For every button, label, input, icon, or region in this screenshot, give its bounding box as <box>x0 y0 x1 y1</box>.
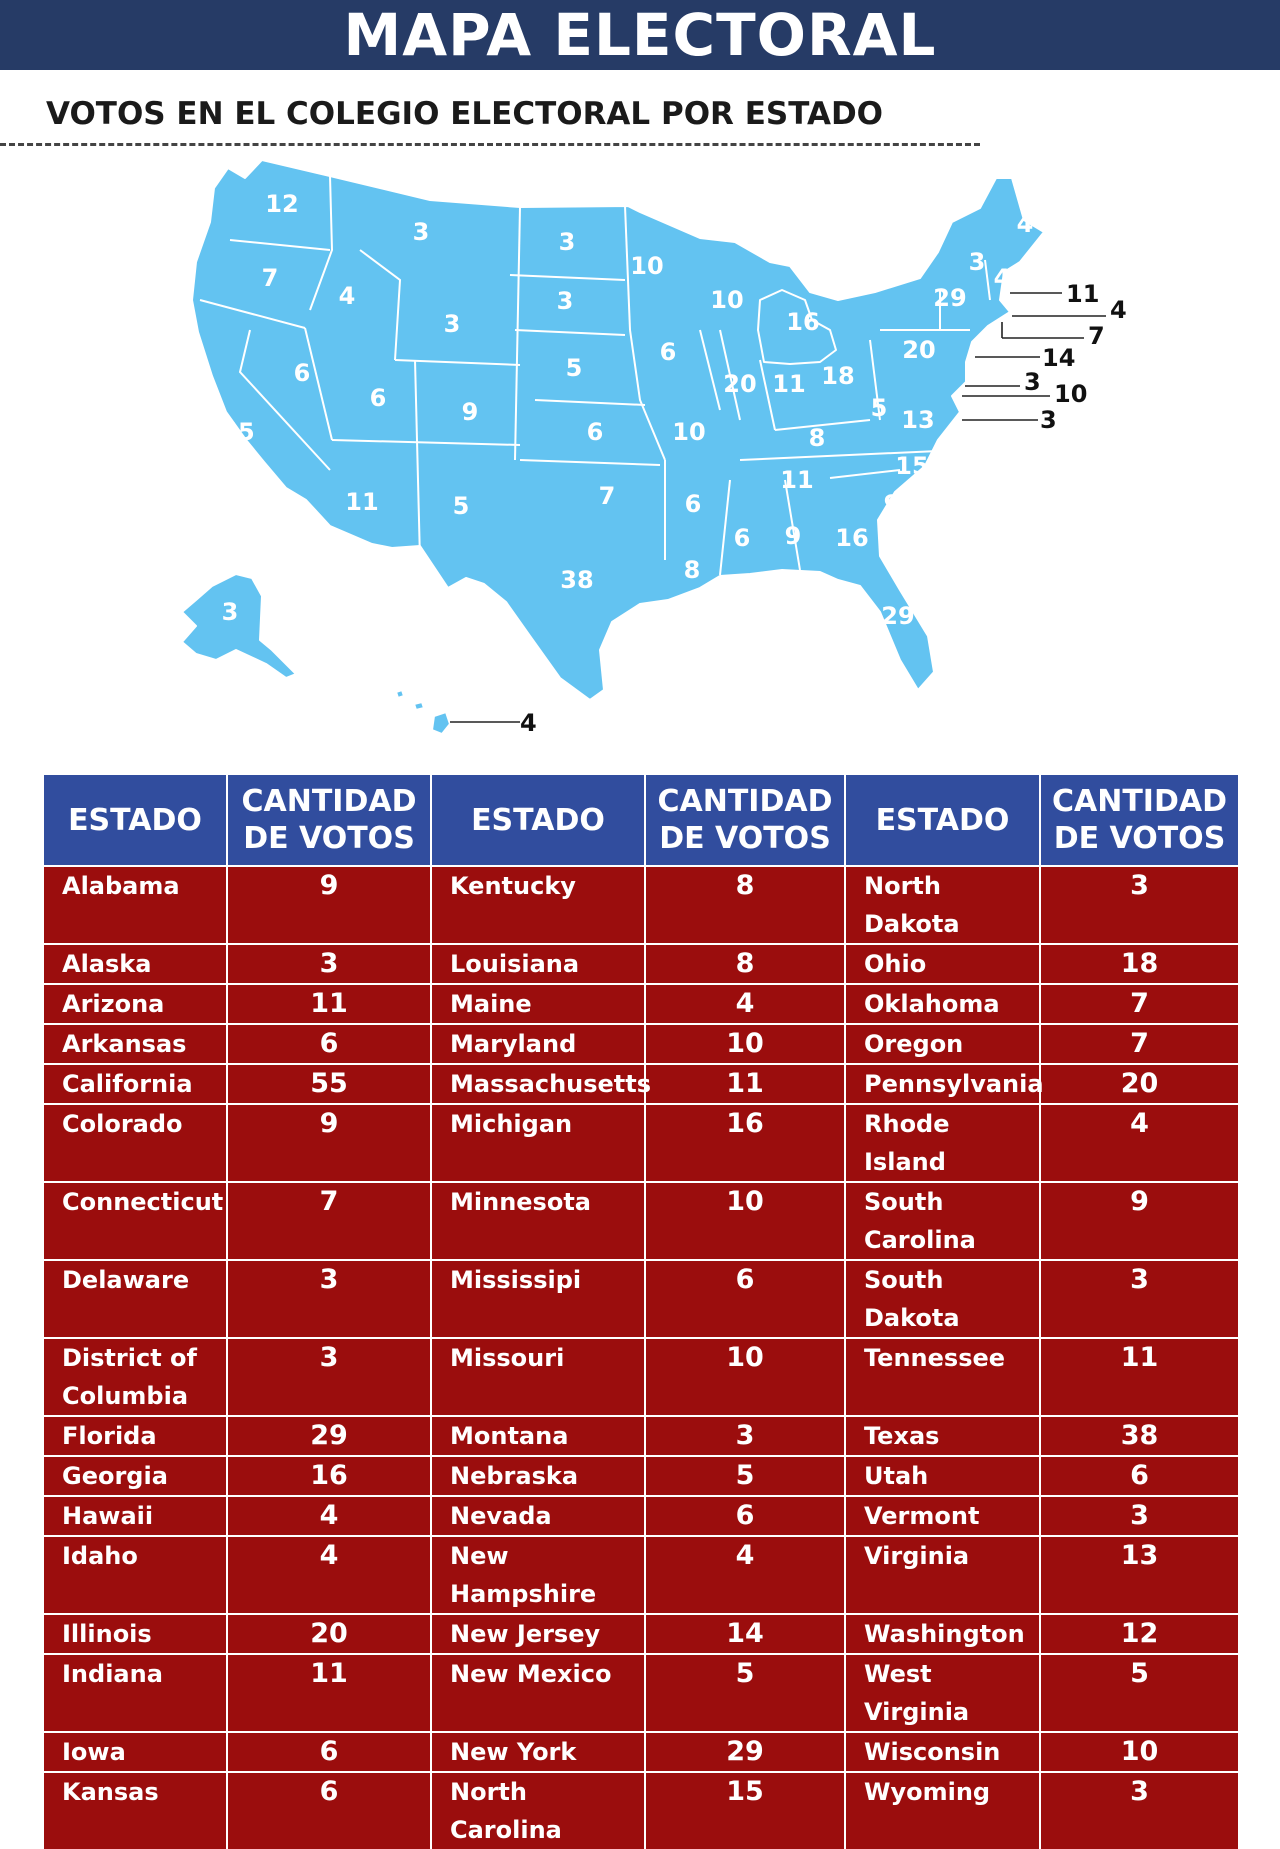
state-name-cell: Kansas <box>44 1772 227 1849</box>
votes-cell: 9 <box>1040 1182 1238 1260</box>
state-name-cell: Ohio <box>845 944 1040 984</box>
label-wi: 10 <box>710 286 744 314</box>
state-name-cell: North Dakota <box>845 866 1040 944</box>
label-ak: 3 <box>221 598 239 626</box>
table-row <box>44 944 1238 984</box>
votes-cell: 38 <box>1040 1416 1238 1456</box>
map-subtitle: VOTOS EN EL COLEGIO ELECTORAL POR ESTADO <box>46 96 884 132</box>
state-name-cell: Iowa <box>44 1732 227 1772</box>
table-row <box>44 1732 1238 1772</box>
votes-cell: 29 <box>645 1732 845 1772</box>
votes-cell: 7 <box>1040 984 1238 1024</box>
page-title: MAPA ELECTORAL <box>343 1 937 69</box>
alaska-shape <box>182 574 296 678</box>
votes-cell: 12 <box>1040 1614 1238 1654</box>
votes-cell: 15 <box>645 1772 845 1849</box>
state-name-cell: Maryland <box>431 1024 645 1064</box>
callout-dc: 3 <box>1040 406 1057 434</box>
state-name-cell: Rhode Island <box>845 1104 1040 1182</box>
table-row <box>44 1496 1238 1536</box>
state-name-cell: Massachusetts <box>431 1064 645 1104</box>
votes-cell: 55 <box>227 1064 431 1104</box>
table-row <box>44 866 1238 944</box>
votes-cell: 3 <box>1040 866 1238 944</box>
votes-cell: 9 <box>227 1104 431 1182</box>
table-row <box>44 984 1238 1024</box>
votes-cell: 3 <box>227 1338 431 1416</box>
table-row <box>44 1024 1238 1064</box>
label-ar: 6 <box>684 490 702 518</box>
label-wa: 12 <box>265 190 299 218</box>
label-vt: 3 <box>968 248 986 276</box>
label-ca: 55 <box>221 418 255 446</box>
label-nh: 4 <box>993 264 1011 292</box>
votes-cell: 16 <box>227 1456 431 1496</box>
state-name-cell: Oklahoma <box>845 984 1040 1024</box>
header-votes-3: CANTIDAD DE VOTOS <box>1040 775 1238 866</box>
state-name-cell: Maine <box>431 984 645 1024</box>
votes-cell: 3 <box>1040 1772 1238 1849</box>
state-name-cell: Hawaii <box>44 1496 227 1536</box>
label-la: 8 <box>683 556 701 584</box>
label-mt: 3 <box>412 218 430 246</box>
table-row <box>44 1338 1238 1416</box>
state-name-cell: Virginia <box>845 1536 1040 1614</box>
state-name-cell: New Hampshire <box>431 1536 645 1614</box>
votes-cell: 4 <box>227 1496 431 1536</box>
table-row <box>44 1536 1238 1614</box>
label-co: 9 <box>461 398 479 426</box>
state-name-cell: South Dakota <box>845 1260 1040 1338</box>
votes-cell: 11 <box>645 1064 845 1104</box>
votes-cell: 6 <box>227 1024 431 1064</box>
callout-ri: 4 <box>1110 296 1127 324</box>
callout-md: 10 <box>1054 380 1088 408</box>
votes-cell: 4 <box>227 1536 431 1614</box>
votes-cell: 10 <box>645 1182 845 1260</box>
votes-cell: 8 <box>645 866 845 944</box>
label-ms: 6 <box>733 524 751 552</box>
votes-cell: 6 <box>645 1260 845 1338</box>
state-name-cell: West Virginia <box>845 1654 1040 1732</box>
dashed-divider <box>0 143 980 146</box>
state-name-cell: Texas <box>845 1416 1040 1456</box>
hawaii-islet-shape <box>396 690 404 698</box>
map-landmass <box>182 160 1044 734</box>
us-electoral-map <box>0 150 1280 740</box>
votes-cell: 3 <box>227 944 431 984</box>
votes-cell: 3 <box>645 1416 845 1456</box>
label-sd: 3 <box>556 287 574 315</box>
label-ga: 16 <box>835 524 869 552</box>
label-nd: 3 <box>558 228 576 256</box>
state-name-cell: Missouri <box>431 1338 645 1416</box>
callout-nj: 14 <box>1042 344 1076 372</box>
electoral-votes-table <box>44 775 1238 1844</box>
votes-cell: 3 <box>1040 1260 1238 1338</box>
state-name-cell: District of Columbia <box>44 1338 227 1416</box>
table-row <box>44 1064 1238 1104</box>
label-ky: 8 <box>808 424 826 452</box>
callout-ma: 11 <box>1066 280 1100 308</box>
votes-cell: 5 <box>645 1456 845 1496</box>
label-me: 4 <box>1016 210 1034 238</box>
table-row <box>44 1182 1238 1260</box>
table-row <box>44 1456 1238 1496</box>
label-ks: 6 <box>586 418 604 446</box>
state-name-cell: Alaska <box>44 944 227 984</box>
state-name-cell: Vermont <box>845 1496 1040 1536</box>
votes-cell: 11 <box>1040 1338 1238 1416</box>
state-name-cell: Michigan <box>431 1104 645 1182</box>
state-name-cell: Delaware <box>44 1260 227 1338</box>
header-votes-1: CANTIDAD DE VOTOS <box>227 775 431 866</box>
votes-cell: 5 <box>645 1654 845 1732</box>
header-state-1: ESTADO <box>44 775 227 866</box>
title-banner <box>0 0 1280 70</box>
votes-cell: 3 <box>1040 1496 1238 1536</box>
votes-cell: 20 <box>1040 1064 1238 1104</box>
label-sc: 9 <box>883 490 901 518</box>
votes-cell: 6 <box>227 1772 431 1849</box>
state-name-cell: Alabama <box>44 866 227 944</box>
label-ne: 5 <box>565 354 583 382</box>
votes-cell: 16 <box>645 1104 845 1182</box>
state-name-cell: Montana <box>431 1416 645 1456</box>
hawaii-islet-shape <box>414 702 424 710</box>
label-va: 13 <box>901 406 935 434</box>
label-nm: 5 <box>452 492 470 520</box>
state-name-cell: Arkansas <box>44 1024 227 1064</box>
label-ia: 6 <box>659 338 677 366</box>
header-votes-2: CANTIDAD DE VOTOS <box>645 775 845 866</box>
table-row <box>44 1654 1238 1732</box>
votes-cell: 13 <box>1040 1536 1238 1614</box>
callout-ct: 7 <box>1088 322 1105 350</box>
hawaii-shape <box>432 712 450 734</box>
label-or: 7 <box>261 264 279 292</box>
votes-cell: 11 <box>227 984 431 1024</box>
state-name-cell: Connecticut <box>44 1182 227 1260</box>
state-name-cell: California <box>44 1064 227 1104</box>
state-name-cell: North Carolina <box>431 1772 645 1849</box>
table-row <box>44 1104 1238 1182</box>
votes-cell: 7 <box>1040 1024 1238 1064</box>
state-name-cell: Washington <box>845 1614 1040 1654</box>
label-al: 9 <box>784 522 802 550</box>
label-fl: 29 <box>881 602 915 630</box>
votes-cell: 4 <box>645 1536 845 1614</box>
state-name-cell: Tennessee <box>845 1338 1040 1416</box>
state-name-cell: Oregon <box>845 1024 1040 1064</box>
votes-cell: 7 <box>227 1182 431 1260</box>
state-name-cell: Nebraska <box>431 1456 645 1496</box>
label-mi: 16 <box>786 308 820 336</box>
table-row <box>44 1416 1238 1456</box>
votes-cell: 4 <box>1040 1104 1238 1182</box>
label-il: 20 <box>723 370 757 398</box>
table-row <box>44 1260 1238 1338</box>
votes-cell: 14 <box>645 1614 845 1654</box>
label-in: 11 <box>772 370 806 398</box>
header-state-2: ESTADO <box>431 775 645 866</box>
label-mn: 10 <box>630 252 664 280</box>
label-ut: 6 <box>369 384 387 412</box>
label-oh: 18 <box>821 362 855 390</box>
label-id: 4 <box>338 282 356 310</box>
votes-cell: 4 <box>645 984 845 1024</box>
votes-cell: 9 <box>227 866 431 944</box>
state-name-cell: Idaho <box>44 1536 227 1614</box>
state-name-cell: Nevada <box>431 1496 645 1536</box>
label-tn: 11 <box>780 466 814 494</box>
votes-cell: 20 <box>227 1614 431 1654</box>
votes-cell: 8 <box>645 944 845 984</box>
table-row <box>44 1772 1238 1849</box>
state-name-cell: Utah <box>845 1456 1040 1496</box>
label-az: 11 <box>345 488 379 516</box>
state-name-cell: Illinois <box>44 1614 227 1654</box>
state-name-cell: Minnesota <box>431 1182 645 1260</box>
state-name-cell: New Mexico <box>431 1654 645 1732</box>
state-name-cell: Mississipi <box>431 1260 645 1338</box>
label-ok: 7 <box>598 482 616 510</box>
state-name-cell: New Jersey <box>431 1614 645 1654</box>
label-wv: 5 <box>870 394 888 422</box>
votes-cell: 29 <box>227 1416 431 1456</box>
label-nc: 15 <box>895 452 929 480</box>
votes-cell: 10 <box>645 1338 845 1416</box>
state-name-cell: Wyoming <box>845 1772 1040 1849</box>
state-name-cell: Kentucky <box>431 866 645 944</box>
votes-cell: 6 <box>227 1732 431 1772</box>
callout-de: 3 <box>1024 368 1041 396</box>
table-row <box>44 1614 1238 1654</box>
state-name-cell: Arizona <box>44 984 227 1024</box>
votes-cell: 5 <box>1040 1654 1238 1732</box>
label-pa: 20 <box>902 336 936 364</box>
state-name-cell: Louisiana <box>431 944 645 984</box>
label-nv: 6 <box>293 359 311 387</box>
votes-cell: 3 <box>227 1260 431 1338</box>
state-name-cell: Georgia <box>44 1456 227 1496</box>
votes-cell: 6 <box>645 1496 845 1536</box>
votes-cell: 18 <box>1040 944 1238 984</box>
state-name-cell: New York <box>431 1732 645 1772</box>
votes-cell: 10 <box>645 1024 845 1064</box>
votes-cell: 11 <box>227 1654 431 1732</box>
votes-cell: 6 <box>1040 1456 1238 1496</box>
state-name-cell: Florida <box>44 1416 227 1456</box>
state-name-cell: Pennsylvania <box>845 1064 1040 1104</box>
votes-cell: 10 <box>1040 1732 1238 1772</box>
state-name-cell: South Carolina <box>845 1182 1040 1260</box>
state-name-cell: Wisconsin <box>845 1732 1040 1772</box>
label-wy: 3 <box>443 310 461 338</box>
state-name-cell: Indiana <box>44 1654 227 1732</box>
callout-hi: 4 <box>520 709 537 737</box>
label-mo: 10 <box>672 418 706 446</box>
label-tx: 38 <box>560 566 594 594</box>
header-state-3: ESTADO <box>845 775 1040 866</box>
label-ny: 29 <box>933 284 967 312</box>
state-name-cell: Colorado <box>44 1104 227 1182</box>
